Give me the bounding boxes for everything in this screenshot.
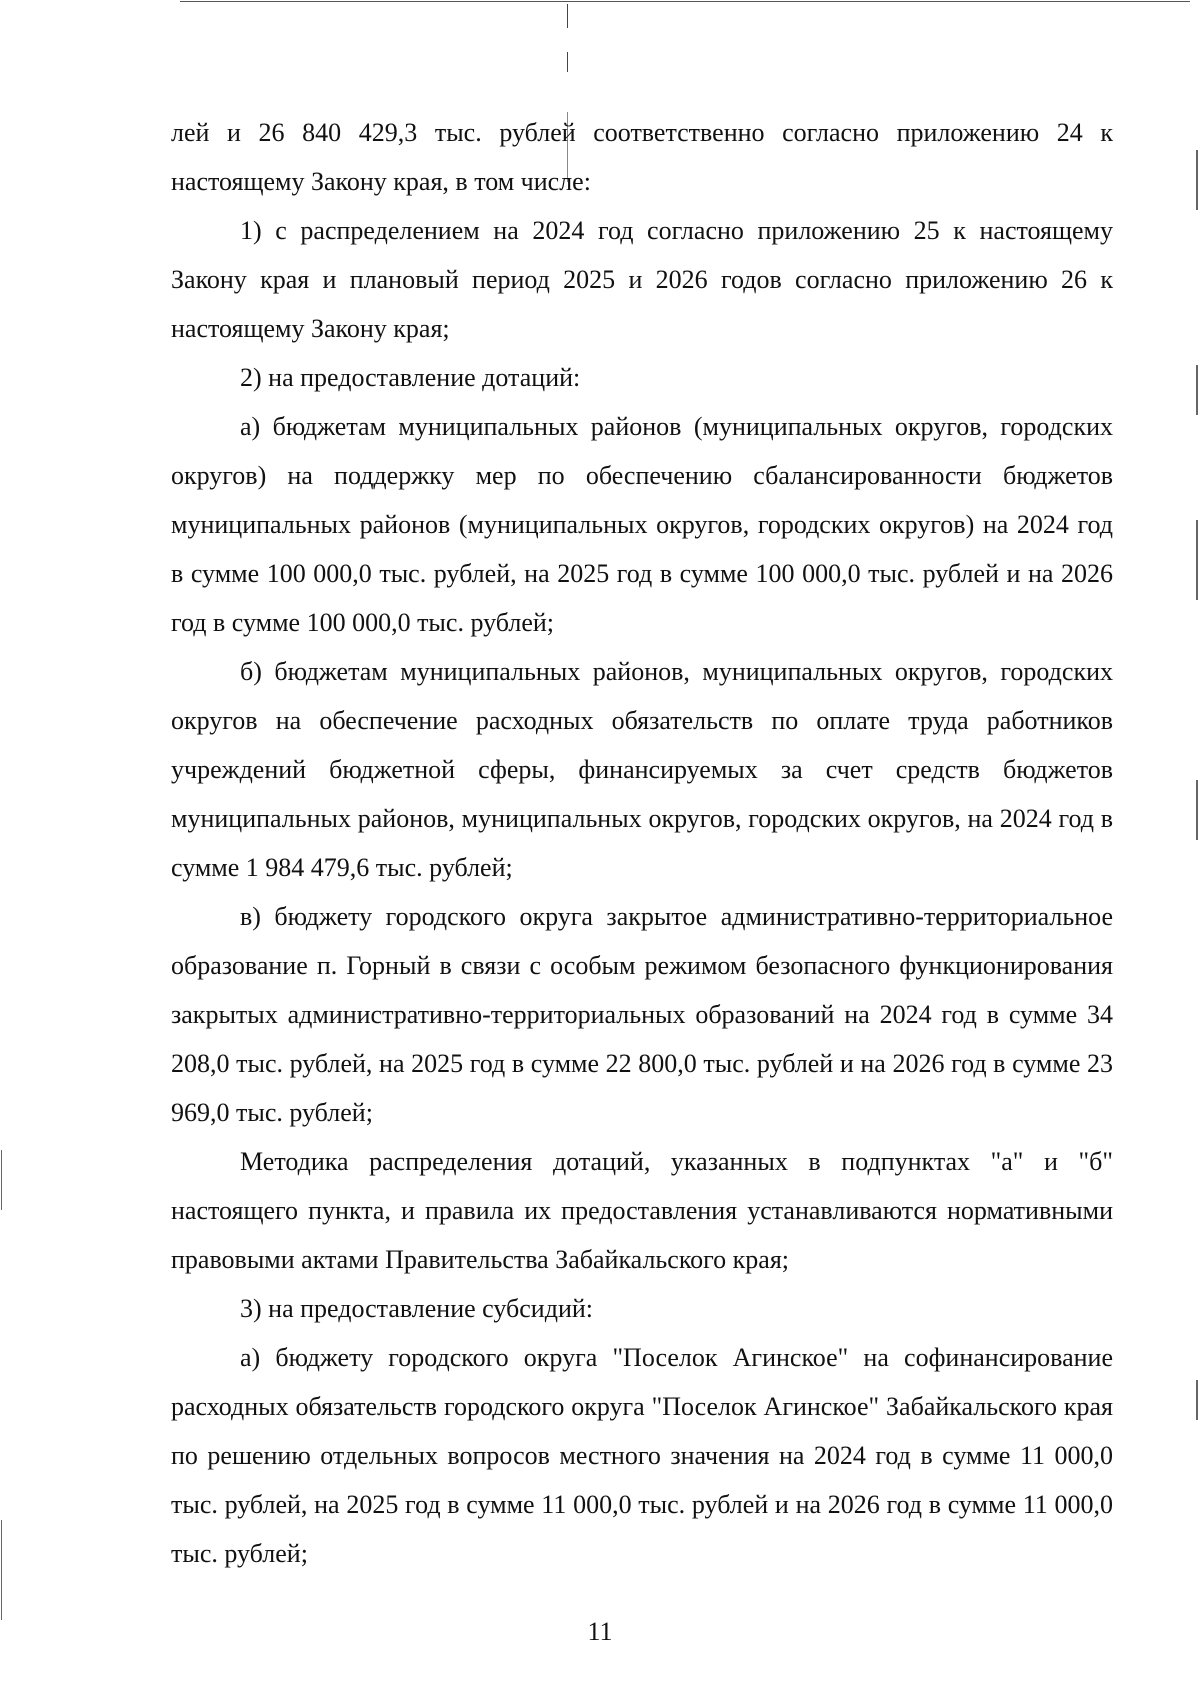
- scan-left-edge: [1, 1150, 2, 1210]
- paragraph-item-2a: а) бюджетам муниципальных районов (муниципальных округов, городских округов) на поддержку мер по обеспечению сбалансированности бюджетов муниципальных районов (муниципальных округов, городских округов) на 2024 год в сумме 100 000,0 тыс. рублей, на 2025 год в сумме 100 000,0 тыс. рублей и на 2026 год в сумме 100 000,0 тыс. рублей;: [171, 412, 1113, 637]
- paragraph-item-2v: в) бюджету городского округа закрытое административно-территориальное образование п. Горный в связи с особым режимом безопасного функционирования закрытых административно-территориальных образований на 2024 год в сумме 34 208,0 тыс. рублей, на 2025 год в сумме 22 800,0 тыс. рублей и на 2026 год в сумме 23 969,0 тыс. рублей;: [171, 902, 1113, 1127]
- paragraph-continuation: лей и 26 840 429,3 тыс. рублей соответственно согласно приложению 24 к настоящему Закону края, в том числе:: [171, 118, 1113, 196]
- scan-right-edge: [1196, 150, 1198, 210]
- paragraph-item-2: 2) на предоставление дотаций:: [240, 363, 581, 392]
- scan-top-edge: [180, 1, 1190, 2]
- scan-right-edge: [1196, 780, 1198, 840]
- scan-fold-mark: [567, 4, 568, 28]
- paragraph-item-1: 1) с распределением на 2024 год согласно приложению 25 к настоящему Закону края и плановый период 2025 и 2026 годов согласно приложению 26 к настоящему Закону края;: [171, 216, 1113, 343]
- scan-right-edge: [1196, 365, 1198, 415]
- paragraph-item-3: 3) на предоставление субсидий:: [240, 1294, 593, 1323]
- page-number: 11: [587, 1617, 613, 1646]
- paragraph-item-2b: б) бюджетам муниципальных районов, муниципальных округов, городских округов на обеспечение расходных обязательств по оплате труда работников учреждений бюджетной сферы, финансируемых за счет средств бюджетов муниципальных районов, муниципальных округов, городских округов, на 2024 год в сумме 1 984 479,6 тыс. рублей;: [171, 657, 1113, 882]
- paragraph-item-3a: а) бюджету городского округа "Поселок Агинское" на софинансирование расходных обязательств городского округа "Поселок Агинское" Забайкальского края по решению отдельных вопросов местного значения на 2024 год в сумме 11 000,0 тыс. рублей, на 2025 год в сумме 11 000,0 тыс. рублей и на 2026 год в сумме 11 000,0 тыс. рублей;: [171, 1343, 1113, 1568]
- scan-right-edge: [1196, 520, 1198, 600]
- scan-left-edge: [1, 1520, 2, 1620]
- scan-fold-mark: [567, 52, 568, 72]
- scan-right-edge: [1196, 1380, 1198, 1420]
- document-body: [171, 108, 1113, 1578]
- paragraph-methodology: Методика распределения дотаций, указанных в подпунктах "а" и "б" настоящего пункта, и правила их предоставления устанавливаются нормативными правовыми актами Правительства Забайкальского края;: [171, 1147, 1113, 1274]
